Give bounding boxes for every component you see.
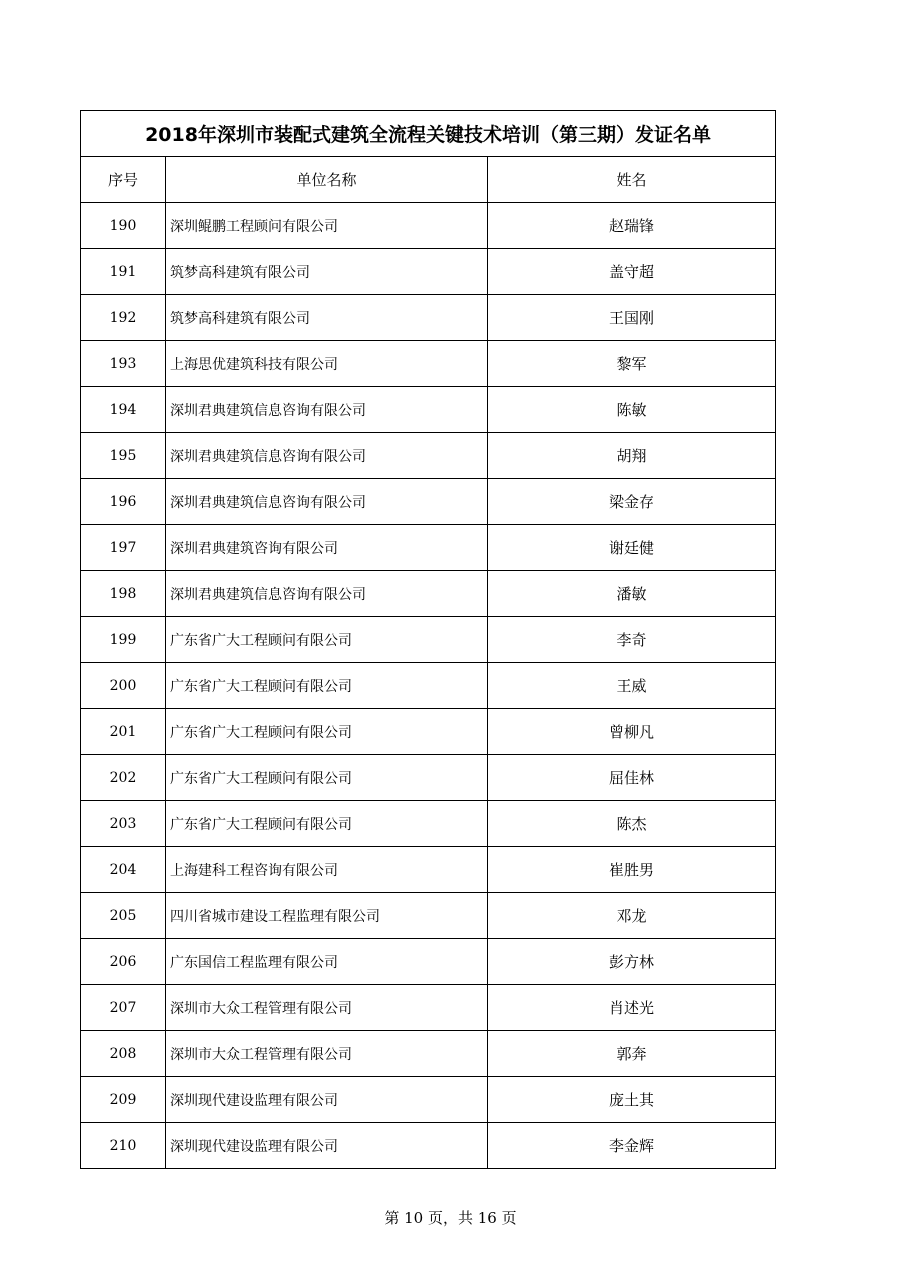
unit-name-cell: 深圳市大众工程管理有限公司 bbox=[166, 985, 488, 1031]
table-row bbox=[81, 295, 776, 341]
person-name-cell: 彭方林 bbox=[488, 939, 776, 985]
table-row bbox=[81, 1123, 776, 1169]
person-name-cell: 肖述光 bbox=[488, 985, 776, 1031]
table-row bbox=[81, 755, 776, 801]
unit-name-cell: 上海建科工程咨询有限公司 bbox=[166, 847, 488, 893]
person-name-cell: 胡翔 bbox=[488, 433, 776, 479]
column-header-name: 姓名 bbox=[488, 157, 776, 203]
table-row bbox=[81, 479, 776, 525]
row-number: 203 bbox=[81, 801, 166, 847]
unit-name-cell: 广东省广大工程顾问有限公司 bbox=[166, 755, 488, 801]
person-name-cell: 赵瑞锋 bbox=[488, 203, 776, 249]
table-row bbox=[81, 341, 776, 387]
row-number: 199 bbox=[81, 617, 166, 663]
person-name-cell: 王国刚 bbox=[488, 295, 776, 341]
person-name-cell: 崔胜男 bbox=[488, 847, 776, 893]
row-number: 207 bbox=[81, 985, 166, 1031]
title-row bbox=[81, 111, 776, 157]
row-number: 206 bbox=[81, 939, 166, 985]
unit-name-cell: 深圳君典建筑信息咨询有限公司 bbox=[166, 433, 488, 479]
table-row bbox=[81, 571, 776, 617]
table-row bbox=[81, 939, 776, 985]
person-name-cell: 邓龙 bbox=[488, 893, 776, 939]
table-row bbox=[81, 387, 776, 433]
person-name-cell: 谢廷健 bbox=[488, 525, 776, 571]
person-name-cell: 黎军 bbox=[488, 341, 776, 387]
column-header-unit: 单位名称 bbox=[166, 157, 488, 203]
person-name-cell: 梁金存 bbox=[488, 479, 776, 525]
column-header-no: 序号 bbox=[81, 157, 166, 203]
row-number: 202 bbox=[81, 755, 166, 801]
unit-name-cell: 广东国信工程监理有限公司 bbox=[166, 939, 488, 985]
person-name-cell: 潘敏 bbox=[488, 571, 776, 617]
row-number: 208 bbox=[81, 1031, 166, 1077]
unit-name-cell: 深圳君典建筑信息咨询有限公司 bbox=[166, 479, 488, 525]
table-row bbox=[81, 433, 776, 479]
unit-name-cell: 深圳现代建设监理有限公司 bbox=[166, 1077, 488, 1123]
unit-name-cell: 广东省广大工程顾问有限公司 bbox=[166, 617, 488, 663]
table-row bbox=[81, 801, 776, 847]
person-name-cell: 王威 bbox=[488, 663, 776, 709]
unit-name-cell: 广东省广大工程顾问有限公司 bbox=[166, 801, 488, 847]
row-number: 209 bbox=[81, 1077, 166, 1123]
person-name-cell: 陈敏 bbox=[488, 387, 776, 433]
row-number: 198 bbox=[81, 571, 166, 617]
person-name-cell: 盖守超 bbox=[488, 249, 776, 295]
unit-name-cell: 深圳现代建设监理有限公司 bbox=[166, 1123, 488, 1169]
unit-name-cell: 深圳君典建筑信息咨询有限公司 bbox=[166, 387, 488, 433]
row-number: 200 bbox=[81, 663, 166, 709]
unit-name-cell: 四川省城市建设工程监理有限公司 bbox=[166, 893, 488, 939]
row-number: 196 bbox=[81, 479, 166, 525]
table-row bbox=[81, 985, 776, 1031]
row-number: 194 bbox=[81, 387, 166, 433]
table-row bbox=[81, 663, 776, 709]
person-name-cell: 李奇 bbox=[488, 617, 776, 663]
table-row bbox=[81, 249, 776, 295]
document-title: 2018年深圳市装配式建筑全流程关键技术培训（第三期）发证名单 bbox=[81, 111, 776, 157]
row-number: 201 bbox=[81, 709, 166, 755]
table-row bbox=[81, 617, 776, 663]
certificate-list-table bbox=[80, 110, 776, 1169]
unit-name-cell: 深圳市大众工程管理有限公司 bbox=[166, 1031, 488, 1077]
table-row bbox=[81, 709, 776, 755]
row-number: 191 bbox=[81, 249, 166, 295]
unit-name-cell: 筑梦高科建筑有限公司 bbox=[166, 295, 488, 341]
row-number: 210 bbox=[81, 1123, 166, 1169]
header-row bbox=[81, 157, 776, 203]
page-footer: 第 10 页，共 16 页 bbox=[384, 1209, 517, 1227]
row-number: 204 bbox=[81, 847, 166, 893]
person-name-cell: 曾柳凡 bbox=[488, 709, 776, 755]
row-number: 192 bbox=[81, 295, 166, 341]
row-number: 205 bbox=[81, 893, 166, 939]
unit-name-cell: 深圳鲲鹏工程顾问有限公司 bbox=[166, 203, 488, 249]
person-name-cell: 屈佳林 bbox=[488, 755, 776, 801]
table-row bbox=[81, 847, 776, 893]
unit-name-cell: 深圳君典建筑信息咨询有限公司 bbox=[166, 571, 488, 617]
unit-name-cell: 深圳君典建筑咨询有限公司 bbox=[166, 525, 488, 571]
unit-name-cell: 广东省广大工程顾问有限公司 bbox=[166, 709, 488, 755]
person-name-cell: 郭奔 bbox=[488, 1031, 776, 1077]
table-row bbox=[81, 1077, 776, 1123]
row-number: 193 bbox=[81, 341, 166, 387]
row-number: 190 bbox=[81, 203, 166, 249]
table-row bbox=[81, 1031, 776, 1077]
row-number: 197 bbox=[81, 525, 166, 571]
table-row bbox=[81, 203, 776, 249]
person-name-cell: 李金辉 bbox=[488, 1123, 776, 1169]
person-name-cell: 庞土其 bbox=[488, 1077, 776, 1123]
unit-name-cell: 广东省广大工程顾问有限公司 bbox=[166, 663, 488, 709]
unit-name-cell: 上海思优建筑科技有限公司 bbox=[166, 341, 488, 387]
table-row bbox=[81, 893, 776, 939]
table-row bbox=[81, 525, 776, 571]
person-name-cell: 陈杰 bbox=[488, 801, 776, 847]
row-number: 195 bbox=[81, 433, 166, 479]
unit-name-cell: 筑梦高科建筑有限公司 bbox=[166, 249, 488, 295]
